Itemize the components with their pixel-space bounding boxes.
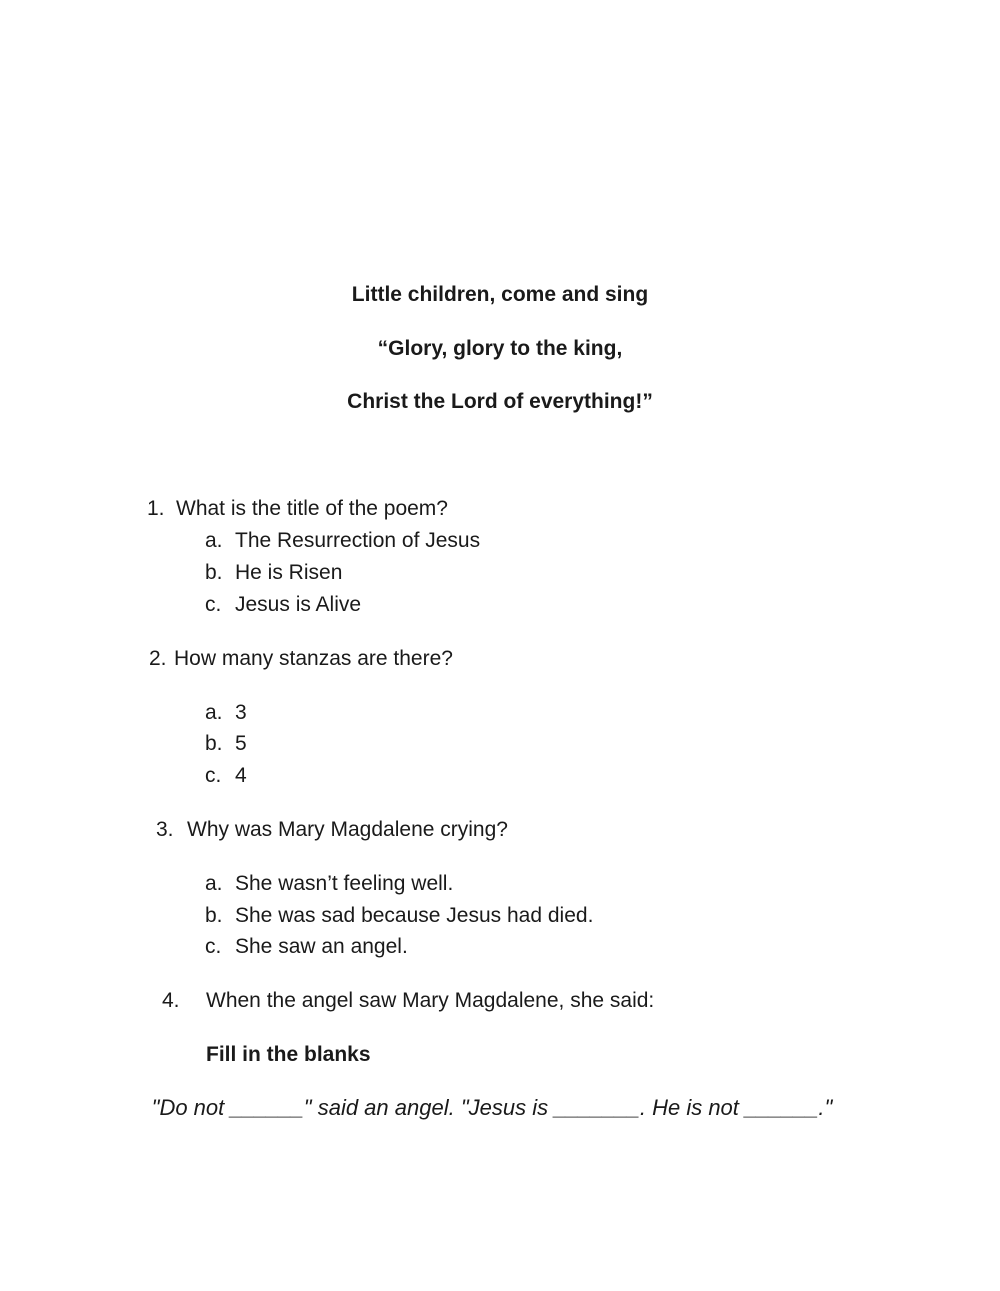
question-3-number: 3. <box>156 818 174 841</box>
verse-line-3: Christ the Lord of everything!” <box>347 390 653 413</box>
option-text: 5 <box>235 732 247 755</box>
question-4-text: When the angel saw Mary Magdalene, she said: <box>206 989 655 1012</box>
option-text: Jesus is Alive <box>235 593 362 616</box>
question-2-number: 2. <box>149 647 167 670</box>
option-text: 3 <box>235 701 247 724</box>
option-letter: a. <box>205 529 223 552</box>
option-letter: c. <box>205 593 222 616</box>
option-text: She was sad because Jesus had died. <box>235 904 594 927</box>
option-text: 4 <box>235 764 247 787</box>
question-1-text: What is the title of the poem? <box>176 497 448 520</box>
option-text: He is Risen <box>235 561 343 584</box>
question-1 <box>147 498 165 519</box>
option-letter: a. <box>205 872 223 895</box>
verse-line-2: “Glory, glory to the king, <box>377 337 623 360</box>
option-text: She wasn’t feeling well. <box>235 872 454 895</box>
question-number: 1. <box>147 497 165 520</box>
verse-line-1: Little children, come and sing <box>351 283 649 306</box>
option-letter: a. <box>205 701 223 724</box>
option-text: The Resurrection of Jesus <box>235 529 481 552</box>
fill-blanks-heading: Fill in the blanks <box>206 1043 371 1066</box>
question-4-number: 4. <box>162 989 180 1012</box>
option-text: She saw an angel. <box>235 935 408 958</box>
option-letter: b. <box>205 732 223 755</box>
option-letter: c. <box>205 764 222 787</box>
question-3-text: Why was Mary Magdalene crying? <box>187 818 508 841</box>
fill-blanks-sentence: "Do not ______" said an angel. "Jesus is _______. He is not ______." <box>151 1095 833 1120</box>
option-letter: b. <box>205 904 223 927</box>
option-letter: c. <box>205 935 222 958</box>
question-2-text: How many stanzas are there? <box>174 647 453 670</box>
option-letter: b. <box>205 561 223 584</box>
